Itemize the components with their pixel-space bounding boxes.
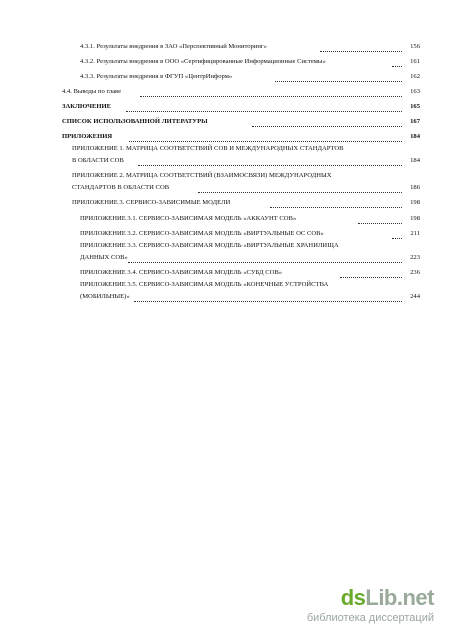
toc-leader-dots: [198, 191, 402, 193]
toc-leader-dots: [392, 237, 402, 239]
toc-entry-appendix-3[interactable]: [0, 197, 450, 209]
toc-entry-4-3-3[interactable]: [0, 71, 450, 83]
toc-leader-dots: [392, 65, 402, 67]
toc-page-number: 165: [410, 103, 420, 110]
toc-entry-title: 4.3.2. Результаты внедрения в ООО «Сертифицированные Информационные Системы»: [80, 58, 326, 65]
toc-entry-title: 4.3.1. Результаты внедрения в ЗАО «Перспективный Мониторинг»: [80, 43, 267, 50]
toc-entry-title: 4.4. Выводы по главе: [62, 88, 122, 95]
toc-entry-title: СПИСОК ИСПОЛЬЗОВАННОЙ ЛИТЕРАТУРЫ: [62, 118, 208, 125]
toc-entry-title: ПРИЛОЖЕНИЕ 3.4. СЕРВИСО-ЗАВИСИМАЯ МОДЕЛЬ «СУБД СОВ»: [80, 269, 283, 276]
toc-leader-dots: [128, 261, 402, 263]
toc-page-number: 211: [410, 230, 420, 237]
toc-page-number: 236: [410, 269, 420, 276]
toc-page-number: 198: [410, 199, 420, 206]
toc-entry-title: В ОБЛАСТИ СОВ: [72, 157, 124, 164]
toc-page-number: 184: [410, 157, 420, 164]
toc-page-number: 198: [410, 215, 420, 222]
toc-entry-conclusion[interactable]: [0, 101, 450, 113]
toc-entry-appendix-1[interactable]: [0, 155, 450, 167]
dslib-subtitle: библиотека диссертаций: [306, 612, 434, 624]
toc-entry-title: СТАНДАРТОВ В ОБЛАСТИ СОВ: [72, 184, 170, 191]
toc-entry-appendix-1-line1[interactable]: ПРИЛОЖЕНИЕ 1. МАТРИЦА СООТВЕТСТВИЙ СОВ И МЕЖДУНАРОДНЫХ СТАНДАРТОВ: [72, 145, 344, 152]
toc-leader-dots: [358, 222, 402, 224]
toc-entry-appendix-2-line1[interactable]: ПРИЛОЖЕНИЕ 2. МАТРИЦА СООТВЕТСТВИЙ (ВЗАИМОСВЯЗИ) МЕЖДУНАРОДНЫХ: [72, 172, 332, 179]
toc-page-number: 163: [410, 88, 420, 95]
toc-entry-appendix-3-3[interactable]: [0, 252, 450, 264]
toc-leader-dots: [138, 164, 402, 166]
toc-entry-references[interactable]: [0, 116, 450, 128]
toc-leader-dots: [140, 95, 402, 97]
toc-entry-appendices[interactable]: [0, 131, 450, 143]
toc-entry-title: ДАННЫХ СОВ»: [80, 254, 128, 261]
toc-entry-title: ПРИЛОЖЕНИЕ 3. СЕРВИСО-ЗАВИСИМЫЕ МОДЕЛИ: [72, 199, 231, 206]
toc-page-number: 244: [410, 293, 420, 300]
toc-leader-dots: [252, 125, 402, 127]
toc-entry-title: 4.3.3. Результаты внедрения в ФГУП «ЦентрИнформ»: [80, 73, 233, 80]
toc-entry-appendix-3-5-line1[interactable]: ПРИЛОЖЕНИЕ 3.5. СЕРВИСО-ЗАВИСИМАЯ МОДЕЛЬ «КОНЕЧНЫЕ УСТРОЙСТВА: [80, 281, 329, 288]
toc-leader-dots: [340, 276, 402, 278]
toc-entry-title: (МОБИЛЬНЫЕ)»: [80, 293, 130, 300]
toc-entry-4-3-1[interactable]: [0, 41, 450, 53]
toc-entry-title: ПРИЛОЖЕНИЕ 3.2. СЕРВИСО-ЗАВИСИМАЯ МОДЕЛЬ «ВИРТУАЛЬНЫЕ ОС СОВ»: [80, 230, 324, 237]
toc-leader-dots: [270, 206, 402, 208]
dslib-logo: dsLib.net: [340, 585, 434, 610]
toc-leader-dots: [134, 300, 402, 302]
toc-page-number: 223: [410, 254, 420, 261]
toc-page-number: 156: [410, 43, 420, 50]
toc-entry-title: ПРИЛОЖЕНИЯ: [62, 133, 113, 140]
toc-entry-appendix-3-1[interactable]: [0, 213, 450, 225]
toc-entry-appendix-2[interactable]: [0, 182, 450, 194]
toc-entry-4-4[interactable]: [0, 86, 450, 98]
toc-page-number: 186: [410, 184, 420, 191]
toc-entry-appendix-3-4[interactable]: [0, 267, 450, 279]
toc-page-number: 162: [410, 73, 420, 80]
toc-leader-dots: [126, 110, 402, 112]
toc-leader-dots: [320, 50, 402, 52]
dslib-watermark: [256, 585, 446, 633]
toc-page-number: 167: [410, 118, 420, 125]
toc-entry-appendix-3-3-line1[interactable]: ПРИЛОЖЕНИЕ 3.3. СЕРВИСО-ЗАВИСИМАЯ МОДЕЛЬ «ВИРТУАЛЬНЫЕ ХРАНИЛИЩА: [80, 242, 339, 249]
toc-entry-title: ЗАКЛЮЧЕНИЕ: [62, 103, 112, 110]
toc-entry-appendix-3-5[interactable]: [0, 291, 450, 303]
toc-leader-dots: [129, 140, 402, 142]
toc-leader-dots: [275, 80, 402, 82]
toc-entry-title: ПРИЛОЖЕНИЕ 3.1. СЕРВИСО-ЗАВИСИМАЯ МОДЕЛЬ «АККАУНТ СОВ»: [80, 215, 297, 222]
toc-entry-appendix-3-2[interactable]: [0, 228, 450, 240]
toc-page-number: 184: [410, 133, 420, 140]
toc-entry-4-3-2[interactable]: [0, 56, 450, 68]
toc-page-number: 161: [410, 58, 420, 65]
